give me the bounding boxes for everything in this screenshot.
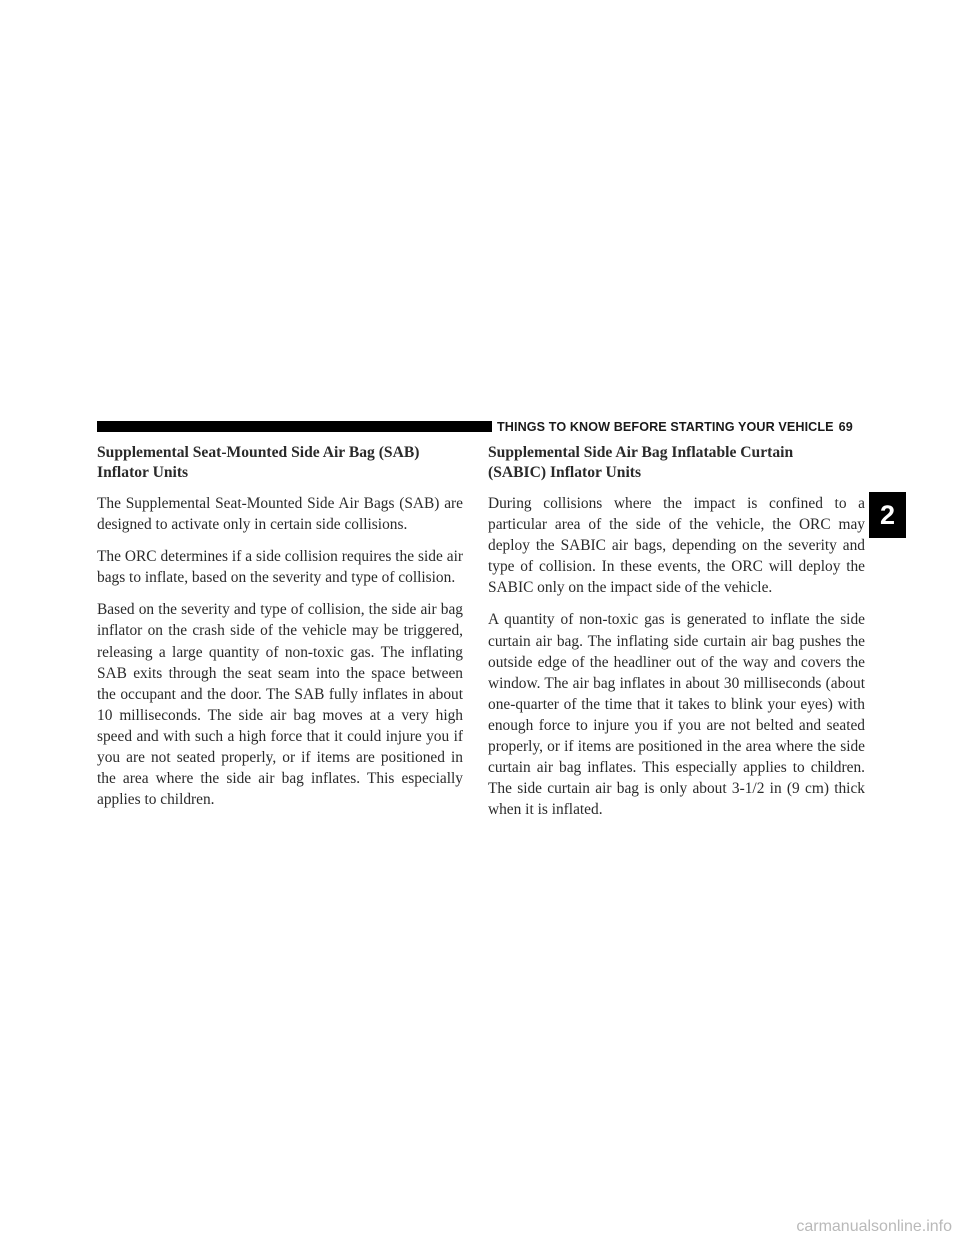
watermark: carmanualsonline.info [796, 1218, 952, 1235]
running-header [497, 418, 853, 436]
paragraph: The Supplemental Seat-Mounted Side Air Bags (SAB) are designed to activate only in certain side collisions. [97, 495, 463, 534]
left-column [97, 443, 463, 821]
page-number: 69 [838, 420, 853, 434]
heading-line-2: Inflator Units [97, 464, 189, 481]
section-heading-sabic [488, 443, 865, 483]
heading-line-1: Supplemental Side Air Bag Inflatable Curtain [488, 444, 794, 461]
heading-line-2: (SABIC) Inflator Units [488, 464, 642, 481]
paragraph: The ORC determines if a side collision requires the side air bags to inflate, based on the severity and type of collision. [97, 548, 463, 587]
paragraph: A quantity of non-toxic gas is generated to inflate the side curtain air bag. The inflating side curtain air bag pushes the outside edge of the headliner out of the way and covers the window. The air bag inflates in about 30 milliseconds (about one-quarter of the time that it takes to blink your eyes) with enough force to injure you if you are not belted and seated properly, or if items are positioned in the area where the side curtain air bag inflates. This especially applies to children. The side curtain air bag is only about 3-1/2 in (9 cm) thick when it is inflated. [488, 611, 865, 819]
header-rule-bar [97, 421, 492, 432]
chapter-tab: 2 [869, 492, 906, 538]
section-heading-sab [97, 443, 463, 483]
right-column [488, 443, 865, 831]
paragraph: Based on the severity and type of collision, the side air bag inflator on the crash side of the vehicle may be triggered, releasing a large quantity of non-toxic gas. The inflating SAB exits through the seat seam into the space between the occupant and the door. The SAB fully inflates in about 10 milliseconds. The side air bag moves at a very high speed and with such a high force that it could injure you if you are not seated properly, or if items are positioned in the area where the side air bag inflates. This especially applies to children. [97, 601, 463, 809]
running-header-title: THINGS TO KNOW BEFORE STARTING YOUR VEHICLE [497, 420, 834, 434]
heading-line-1: Supplemental Seat-Mounted Side Air Bag (SAB) [97, 444, 420, 461]
paragraph: During collisions where the impact is confined to a particular area of the side of the vehicle, the ORC may deploy the SABIC air bags, depending on the severity and type of collision. In these events, the ORC will deploy the SABIC only on the impact side of the vehicle. [488, 495, 865, 597]
